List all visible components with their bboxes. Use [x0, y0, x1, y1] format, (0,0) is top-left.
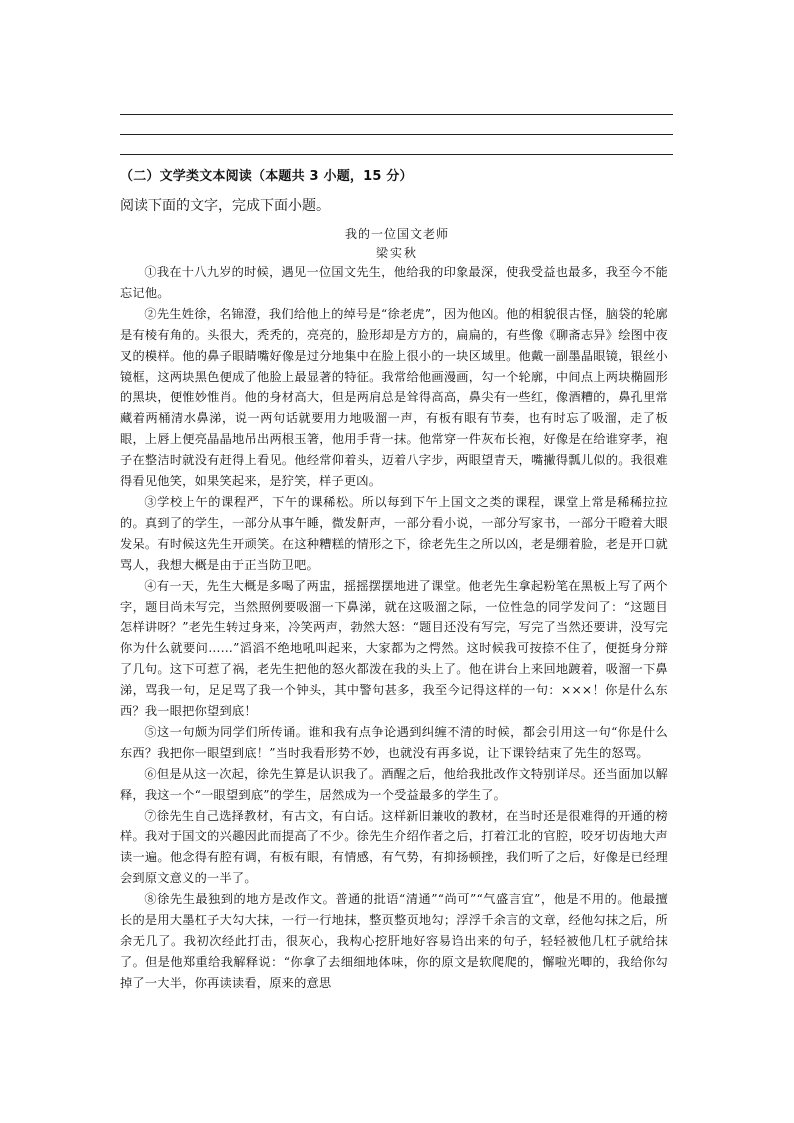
paragraph-4: ④有一天，先生大概是多喝了两盅，摇摇摆摆地进了课堂。他老先生拿起粉笔在黑板上写了两个字，题目尚未写完，当然照例要吸溜一下鼻涕，就在这吸溜之际，一位性急的同学发问了：“这题目怎样讲呀？”老先生转过身来，冷笑两声，勃然大怒：“题目还没有写完，写完了当然还要讲，没写完你为什么就要问……”滔滔不绝地吼叫起来，大家都为之愕然。这时候我可按捺不住了，便挺身分辩了几句。这下可惹了祸，老先生把他的怒火都泼在我的头上了。他在讲台上来回地踱着，吸溜一下鼻涕，骂我一句，足足骂了我一个钟头，其中警句甚多，我至今记得这样的一句：×××！你是什么东西？我一眼把你望到底！ — [120, 578, 668, 719]
answer-line-2 — [120, 134, 673, 135]
paragraph-5: ⑤这一句颇为同学们所传诵。谁和我有点争论遇到纠缠不清的时候，都会引用这一句“你是什么东西？我把你一眼望到底！”当时我看形势不妙，也就没有再多说，让下课铃结束了先生的怒骂。 — [120, 724, 668, 760]
paragraph-2: ②先生姓徐，名锦澄，我们给他上的绰号是“徐老虎”，因为他凶。他的相貌很古怪，脑袋的轮廓是有棱有角的。头很大，秃秃的，亮亮的，脸形却是方方的，扁扁的，有些像《聊斋志异》绘图中夜叉的模样。他的鼻子眼睛嘴好像是过分地集中在脸上很小的一块区域里。他戴一副墨晶眼镜，银丝小镜框，这两块黑色便成了他脸上最显著的特征。我常给他画漫画，勾一个轮廓，中间点上两块椭圆形的黑块，便惟妙惟肖。他的身材高大，但是两肩总是耸得高高，鼻尖有一些红，像酒糟的，鼻孔里常藏着两桶清水鼻涕，说一两句话就要用力地吸溜一声，有板有眼有节奏，也有时忘了吸溜，走了板眼，上唇上便亮晶晶地吊出两根玉箸，他用手背一抹。他常穿一件灰布长袍，好像是在给谁穿孝，袍子在整洁时就没有赶得上看见。他经常仰着头，迈着八字步，两眼望青天，嘴撇得瓢儿似的。我很难得看见他笑，如果笑起来，是狞笑，样子更凶。 — [120, 306, 668, 489]
article-title: 我的一位国文老师 — [344, 227, 449, 241]
answer-line-1 — [120, 114, 673, 115]
article-author: 梁实秋 — [375, 246, 418, 260]
paragraph-1: ①我在十八九岁的时候，遇见一位国文先生，他给我的印象最深，使我受益也最多，我至今不能忘记他。 — [120, 265, 668, 300]
article-body — [120, 262, 668, 994]
paragraph-7: ⑦徐先生自己选择教材，有古文，有白话。这样新旧兼收的教材，在当时还是很难得的开通的榜样。我对于国文的兴趣因此而提高了不少。徐先生介绍作者之后，打着江北的官腔，咬牙切齿地大声读一遍。他念得有腔有调，有板有眼，有情感，有气势，有抑扬顿挫，我们听了之后，好像是已经理会到原文意义的一半了。 — [120, 808, 668, 886]
answer-line-3 — [120, 154, 673, 155]
paragraph-8: ⑧徐先生最独到的地方是改作文。普通的批语“清通”“尚可”“气盛言宜”，他是不用的。他最擅长的是用大墨杠子大勾大抹，一行一行地抹，整页整页地勾；浮浮千余言的文章，经他勾抹之后，所余无几了。我初次经此打击，很灰心，我构心挖肝地好容易诌出来的句子，轻轻被他几杠子就给抹了。但是他郑重给我解释说：“你拿了去细细地体味，你的原文是软爬爬的，懈啦光唧的，我给你勾掉了一大半，你再读读看，原来的意思 — [120, 892, 668, 990]
paragraph-6: ⑥但是从这一次起，徐先生算是认识我了。酒醒之后，他给我批改作文特别详尽。还当面加以解释，我这一个“一眼望到底”的学生，居然成为一个受益最多的学生了。 — [120, 766, 668, 802]
section-heading: （二）文学类文本阅读（本题共 3 小题，15 分） — [120, 169, 413, 184]
paragraph-3: ③学校上午的课程严，下午的课稀松。所以每到下午上国文之类的课程，课堂上常是稀稀拉拉的。真到了的学生，一部分从事午睡，微发鼾声，一部分看小说，一部分写家书，一部分干瞪着大眼发呆。有时候这先生开顽笑。在这种糟糕的情形之下，徐老先生之所以凶，老是绷着脸，老是开口就骂人，我想大概是由于正当防卫吧。 — [120, 494, 668, 572]
reading-instruction: 阅读下面的文字，完成下面小题。 — [120, 198, 330, 214]
